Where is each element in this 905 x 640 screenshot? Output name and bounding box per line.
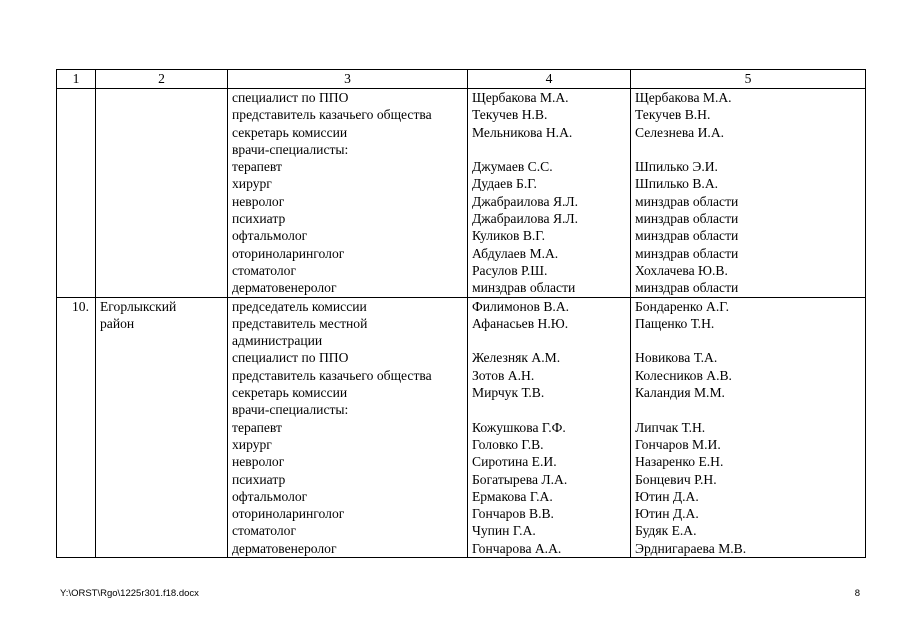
cell-line: врачи-специалисты: bbox=[232, 141, 349, 157]
column-header: 5 bbox=[631, 70, 866, 89]
cell-line: Колесников А.В. bbox=[635, 367, 732, 383]
commission-table bbox=[56, 69, 866, 558]
cell-line bbox=[472, 141, 630, 158]
cell-line bbox=[635, 141, 865, 158]
cell-line: Чупин Г.А. bbox=[472, 523, 536, 539]
cell-line: Сиротина Е.И. bbox=[472, 454, 557, 470]
cell-line: Бонцевич Р.Н. bbox=[635, 471, 717, 487]
cell-line: Хохлачева Ю.В. bbox=[635, 262, 728, 278]
cell-line: представитель казачьего общества bbox=[232, 107, 432, 123]
cell-line: оториноларинголог bbox=[232, 245, 345, 261]
cell-line: психиатр bbox=[232, 471, 286, 487]
district-cell bbox=[96, 297, 228, 557]
cell-line: невролог bbox=[232, 193, 285, 209]
cell-line: Абдулаев М.А. bbox=[472, 245, 559, 261]
cell-line: специалист по ППО bbox=[232, 90, 349, 105]
cell-line: Бондаренко А.Г. bbox=[635, 298, 729, 314]
cell-line: стоматолог bbox=[232, 523, 297, 539]
cell-line: Афанасьев Н.Ю. bbox=[472, 315, 569, 331]
column-header: 3 bbox=[228, 70, 468, 89]
cell-line: Пащенко Т.Н. bbox=[635, 315, 715, 331]
cell-line: председатель комиссии bbox=[232, 298, 367, 314]
cell-line: Будяк Е.А. bbox=[635, 523, 697, 539]
roles-cell bbox=[228, 297, 468, 557]
cell-line: Головко Г.В. bbox=[472, 436, 544, 452]
cell-line: минздрав области bbox=[635, 228, 739, 244]
cell-line: Назаренко Е.Н. bbox=[635, 454, 724, 470]
cell-line: Мирчук Т.В. bbox=[472, 385, 545, 401]
cell-line bbox=[472, 332, 630, 349]
cell-line: Гончаров В.В. bbox=[472, 506, 554, 522]
cell-line: Егорлыкский bbox=[100, 298, 177, 314]
cell-line: минздрав области bbox=[635, 193, 739, 209]
file-path: Y:\ORST\Rgo\1225r301.f18.docx bbox=[60, 588, 199, 599]
cell-line: администрации bbox=[232, 333, 323, 349]
cell-line bbox=[635, 401, 865, 418]
cell-line: хирург bbox=[232, 176, 272, 192]
cell-line: Джабраилова Я.Л. bbox=[472, 211, 579, 227]
cell-line: район bbox=[100, 315, 135, 331]
cell-line: Ермакова Г.А. bbox=[472, 488, 553, 504]
cell-line: Джабраилова Я.Л. bbox=[472, 193, 579, 209]
cell-line: секретарь комиссии bbox=[232, 385, 348, 401]
cell-line: Гончарова А.А. bbox=[472, 540, 562, 556]
table-row bbox=[57, 89, 866, 298]
cell-line: врачи-специалисты: bbox=[232, 402, 349, 418]
cell-line: стоматолог bbox=[232, 262, 297, 278]
cell-line: специалист по ППО bbox=[232, 350, 349, 366]
table-row bbox=[57, 297, 866, 557]
cell-line bbox=[635, 332, 865, 349]
cell-line: минздрав области bbox=[472, 280, 576, 296]
cell-line: Шпилько В.А. bbox=[635, 176, 719, 192]
cell-line: офтальмолог bbox=[232, 228, 308, 244]
cell-line: Эрднигараева М.В. bbox=[635, 540, 747, 556]
cell-line: представитель местной bbox=[232, 315, 368, 331]
cell-line: оториноларинголог bbox=[232, 506, 345, 522]
roles-cell bbox=[228, 89, 468, 298]
cell-line: Куликов В.Г. bbox=[472, 228, 546, 244]
cell-line: Кожушкова Г.Ф. bbox=[472, 419, 566, 435]
cell-line: Филимонов В.А. bbox=[472, 298, 570, 314]
column-header: 2 bbox=[96, 70, 228, 89]
cell-line: представитель казачьего общества bbox=[232, 367, 432, 383]
page-number: 8 bbox=[854, 588, 860, 599]
cell-line bbox=[472, 401, 630, 418]
cell-line: Щербакова М.А. bbox=[472, 90, 569, 105]
cell-line: терапевт bbox=[232, 419, 282, 435]
cell-line: секретарь комиссии bbox=[232, 124, 348, 140]
cell-line: офтальмолог bbox=[232, 488, 308, 504]
cell-line: Селезнева И.А. bbox=[635, 124, 725, 140]
cell-line: Текучев В.Н. bbox=[635, 107, 711, 123]
cell-line: Расулов Р.Ш. bbox=[472, 262, 548, 278]
reserves-cell bbox=[631, 297, 866, 557]
cell-line: Каландия М.М. bbox=[635, 385, 725, 401]
cell-line: Зотов А.Н. bbox=[472, 367, 535, 383]
cell-line: невролог bbox=[232, 454, 285, 470]
cell-line: Шпилько Э.И. bbox=[635, 159, 718, 175]
row-number bbox=[57, 89, 96, 298]
cell-line: Щербакова М.А. bbox=[635, 90, 732, 105]
column-header: 4 bbox=[468, 70, 631, 89]
cell-line: минздрав области bbox=[635, 280, 739, 296]
cell-line: терапевт bbox=[232, 159, 282, 175]
cell-line: Джумаев С.С. bbox=[472, 159, 553, 175]
cell-line: минздрав области bbox=[635, 211, 739, 227]
cell-line: минздрав области bbox=[635, 245, 739, 261]
cell-line: Мельникова Н.А. bbox=[472, 124, 573, 140]
members-cell bbox=[468, 89, 631, 298]
cell-line: Железняк А.М. bbox=[472, 350, 561, 366]
table-header-row bbox=[57, 70, 866, 89]
cell-line: хирург bbox=[232, 436, 272, 452]
cell-line: Ютин Д.А. bbox=[635, 488, 699, 504]
reserves-cell bbox=[631, 89, 866, 298]
members-cell bbox=[468, 297, 631, 557]
row-number: 10. bbox=[57, 297, 96, 557]
cell-line: Текучев Н.В. bbox=[472, 107, 548, 123]
cell-line: Липчак Т.Н. bbox=[635, 419, 706, 435]
cell-line: дерматовенеролог bbox=[232, 280, 337, 296]
column-header: 1 bbox=[57, 70, 96, 89]
cell-line: Ютин Д.А. bbox=[635, 506, 699, 522]
cell-line: Богатырева Л.А. bbox=[472, 471, 568, 487]
cell-line: психиатр bbox=[232, 211, 286, 227]
cell-line: Гончаров М.И. bbox=[635, 436, 721, 452]
district-cell bbox=[96, 89, 228, 298]
cell-line: Дудаев Б.Г. bbox=[472, 176, 537, 192]
cell-line: дерматовенеролог bbox=[232, 540, 337, 556]
cell-line: Новикова Т.А. bbox=[635, 350, 718, 366]
